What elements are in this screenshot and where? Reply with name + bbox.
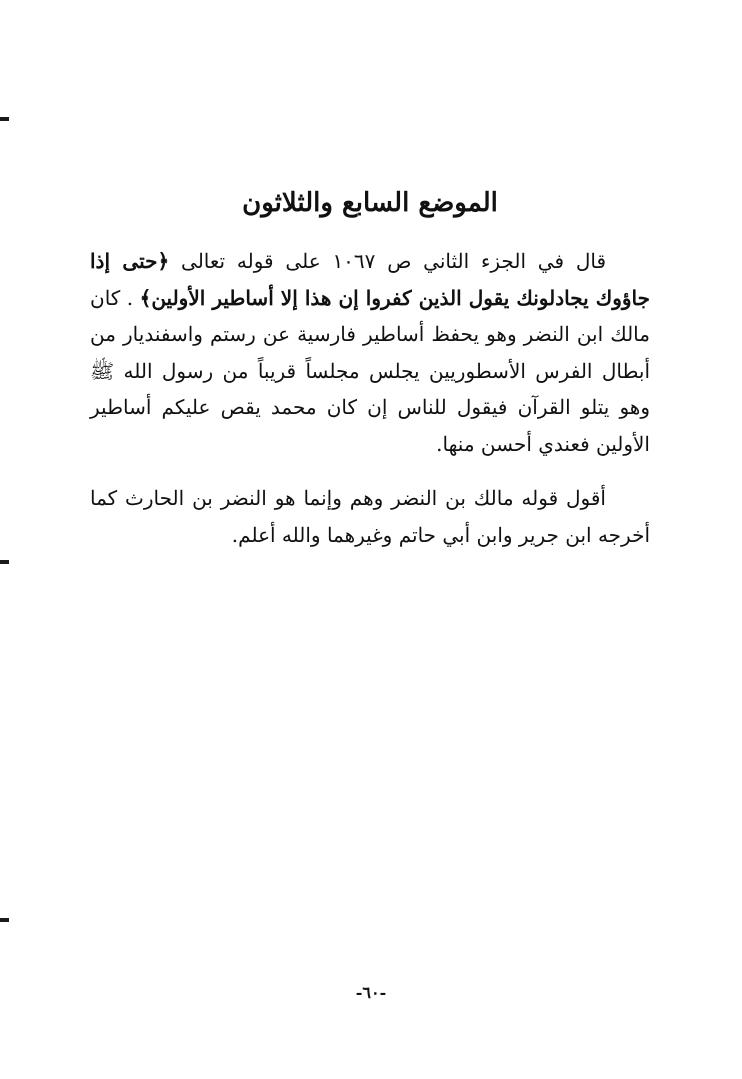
scan-edge-mark (0, 560, 9, 564)
scan-edge-mark (0, 918, 9, 922)
paragraph-2 (90, 480, 650, 553)
paragraph-1 (90, 243, 650, 462)
paragraph-1-rest: . كان مالك ابن النضر وهو يحفظ أساطير فارسية عن رستم واسفنديار من أبطال الفرس الأسطوريين يجلس مجلساً قريباً من رسول الله ﷺ وهو يتلو القرآن فيقول للناس إن كان محمد يقص عليكم أساطير الأولين فعندي أحسن منها. (90, 285, 651, 456)
paragraph-1-lead: قال في الجزء الثاني ص ١٠٦٧ على قوله تعالى (181, 249, 607, 273)
paragraph-2-text: أقول قوله مالك بن النضر وهم وإنما هو النضر بن الحارث كما أخرجه ابن جرير وابن أبي حاتم وغيرهما والله أعلم. (90, 486, 650, 547)
page-number: -٦٠- (355, 983, 387, 1002)
section-heading: الموضع السابع والثلاثون (242, 188, 498, 218)
scan-edge-mark (0, 117, 9, 121)
quran-quote: ﴿حتى إذا جاؤوك يجادلونك يقول الذين كفروا إن هذا إلا أساطير الأولين﴾ (90, 249, 650, 310)
